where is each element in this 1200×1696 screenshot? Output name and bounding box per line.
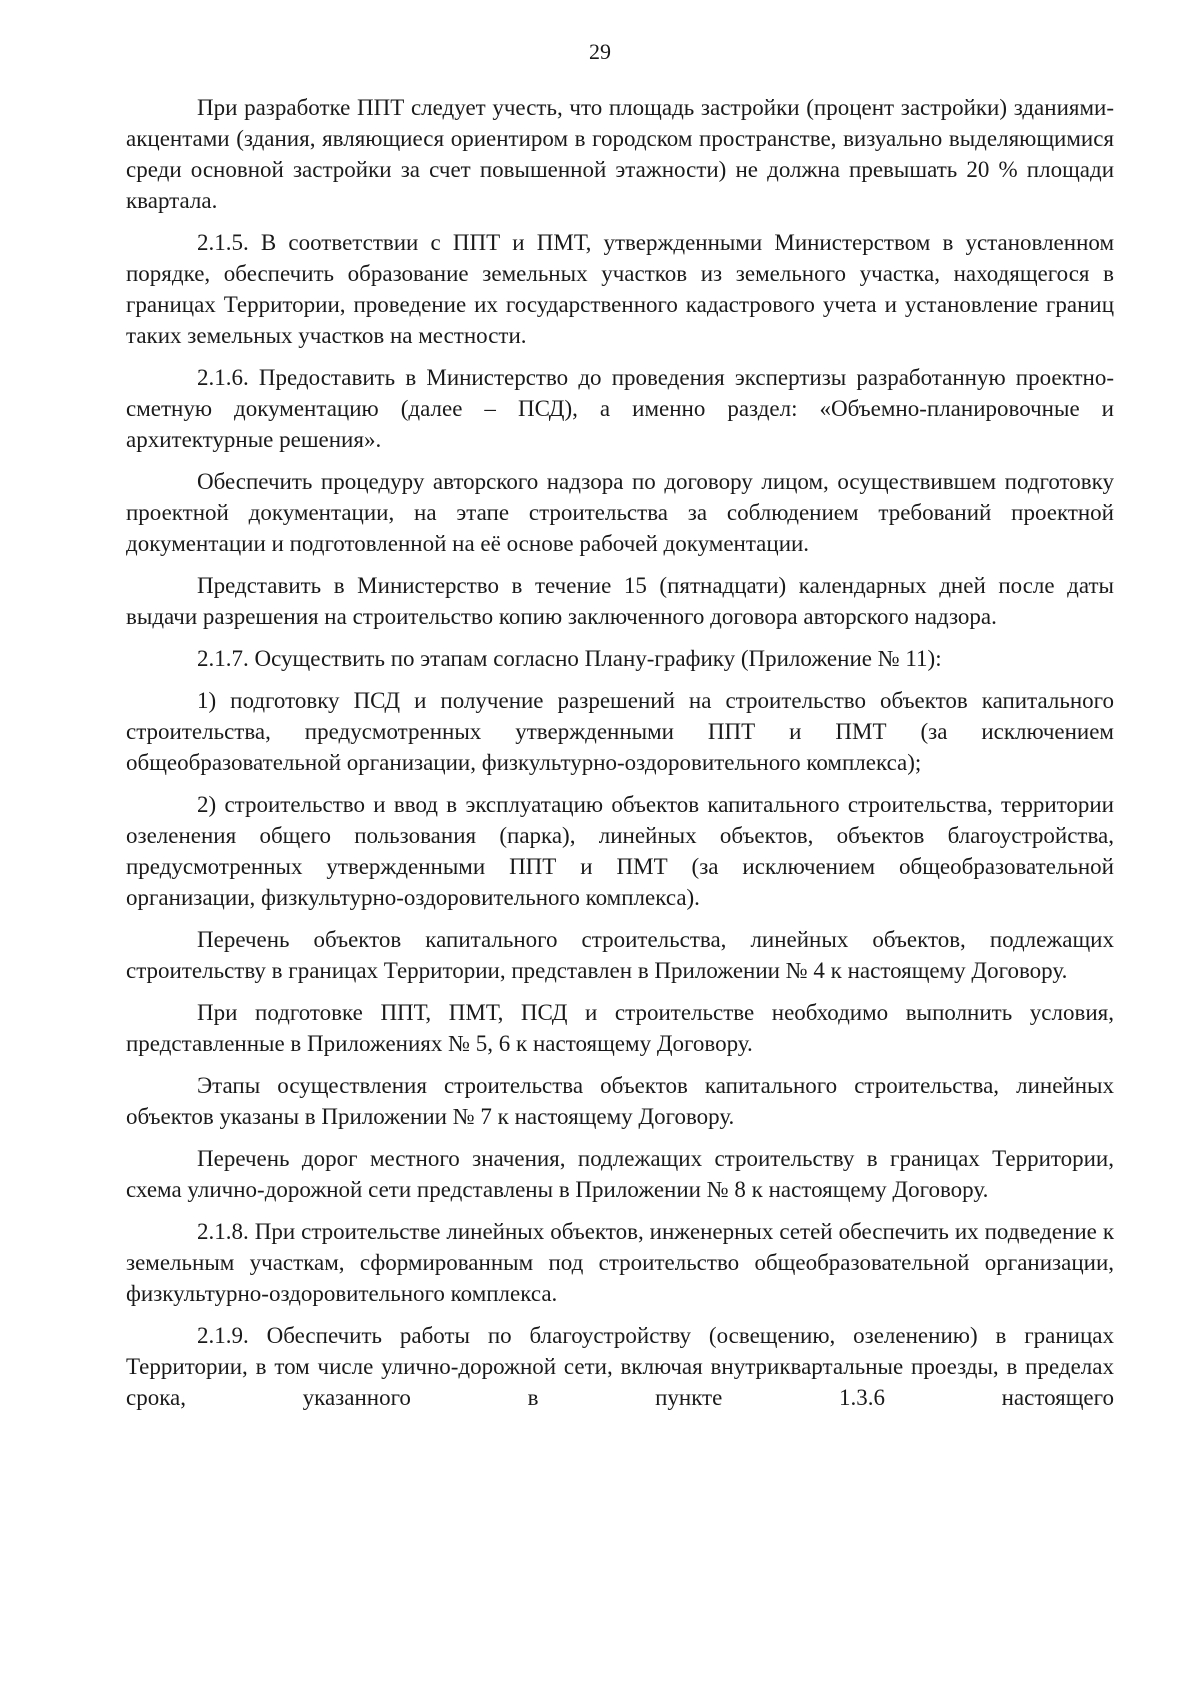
paragraph-building-area: При разработке ППТ следует учесть, что площадь застройки (процент застройки) зданиями-акцентами (здания, являющиеся ориентиром в городском пространстве, визуально выделяющимися среди основной застройки за счет повышенной этажности) не должна превышать 20 % площади квартала. [126, 95, 1114, 213]
paragraph-2-1-8: 2.1.8. При строительстве линейных объектов, инженерных сетей обеспечить их подведение к земельным участкам, сформированным под строительство общеобразовательной организации, физкультурно-оздоровительного комплекса. [126, 1219, 1114, 1306]
paragraph-construction-stages: Этапы осуществления строительства объектов капитального строительства, линейных объектов указаны в Приложении № 7 к настоящему Договору. [126, 1073, 1114, 1129]
paragraph-2-1-6: 2.1.6. Предоставить в Министерство до проведения экспертизы разработанную проектно-сметную документацию (далее – ПСД), а именно раздел: «Объемно-планировочные и архитектурные решения». [126, 365, 1114, 452]
paragraph-2-1-9: 2.1.9. Обеспечить работы по благоустройству (освещению, озеленению) в границах Территории, в том числе улично-дорожной сети, включая внутриквартальные проезды, в пределах срока, указанного в пункте 1.3.6 настоящего [126, 1323, 1114, 1410]
paragraph-conditions: При подготовке ППТ, ПМТ, ПСД и строительстве необходимо выполнить условия, представленные в Приложениях № 5, 6 к настоящему Договору. [126, 1000, 1114, 1056]
list-item-1: 1) подготовку ПСД и получение разрешений на строительство объектов капитального строительства, предусмотренных утвержденными ППТ и ПМТ (за исключением общеобразовательной организации, физкультурно-оздоровительного комплекса); [126, 688, 1114, 775]
page-number: 29 [589, 39, 611, 64]
list-item-2: 2) строительство и ввод в эксплуатацию объектов капитального строительства, территории озеленения общего пользования (парка), линейных объектов, объектов благоустройства, предусмотренных утвержденными ППТ и ПМТ (за исключением общеобразовательной организации, физкультурно-оздоровительного комплекса). [126, 792, 1114, 910]
paragraph-objects-list: Перечень объектов капитального строительства, линейных объектов, подлежащих строительству в границах Территории, представлен в Приложении № 4 к настоящему Договору. [126, 927, 1114, 983]
paragraph-2-1-7: 2.1.7. Осуществить по этапам согласно Плану-графику (Приложение № 11): [197, 646, 942, 671]
paragraph-author-supervision: Обеспечить процедуру авторского надзора по договору лицом, осуществившем подготовку проектной документации, на этапе строительства за соблюдением требований проектной документации и подготовленной на её основе рабочей документации. [126, 469, 1114, 556]
paragraph-local-roads: Перечень дорог местного значения, подлежащих строительству в границах Территории, схема улично-дорожной сети представлены в Приложении № 8 к настоящему Договору. [126, 1146, 1114, 1202]
document-body [126, 92, 1114, 1424]
paragraph-2-1-5: 2.1.5. В соответствии с ППТ и ПМТ, утвержденными Министерством в установленном порядке, обеспечить образование земельных участков из земельного участка, находящегося в границах Территории, проведение их государственного кадастрового учета и установление границ таких земельных участков на местности. [126, 230, 1114, 348]
paragraph-supervision-contract: Представить в Министерство в течение 15 (пятнадцати) календарных дней после даты выдачи разрешения на строительство копию заключенного договора авторского надзора. [126, 573, 1114, 629]
